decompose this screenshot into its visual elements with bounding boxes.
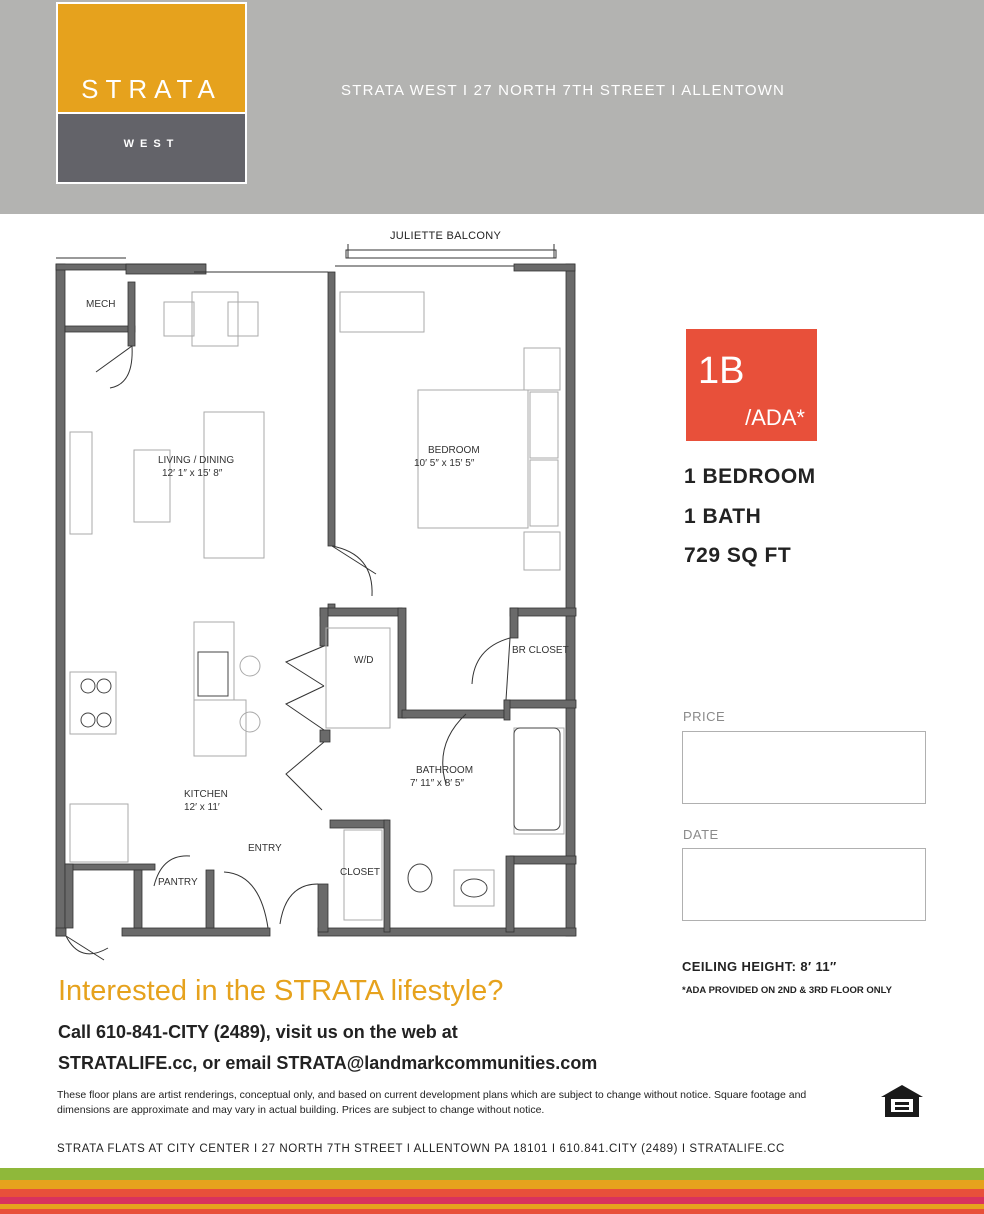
price-label: PRICE: [683, 709, 726, 724]
date-label: DATE: [683, 827, 719, 842]
room-dim-bathroom: 7′ 11″ x 8′ 5″: [410, 778, 465, 789]
disclaimer: These floor plans are artist renderings, conceptual only, and based on current development plans which are subject to change without notice. Square footage and dimensions are approximate and may vary in actual building. Prices are subject to change without notice.: [57, 1089, 807, 1116]
spec-bedrooms: 1 BEDROOM: [684, 465, 816, 488]
contact-line-2: STRATALIFE.cc, or email STRATA@landmarkcommunities.com: [58, 1053, 598, 1073]
stripe-4: [0, 1197, 984, 1204]
unit-variant: /ADA*: [745, 405, 805, 430]
room-dim-living: 12′ 1″ x 15′ 8″: [162, 468, 223, 479]
room-label-pantry: PANTRY: [158, 877, 198, 888]
room-dim-bedroom: 10′ 5″ x 15′ 5″: [414, 458, 475, 469]
room-label-wd: W/D: [354, 655, 374, 666]
equal-housing-opportunity-icon: [879, 1084, 925, 1118]
room-dim-kitchen: 12′ x 11′: [184, 802, 220, 813]
stripe-3: [0, 1189, 984, 1197]
ceiling-height: CEILING HEIGHT: 8′ 11″: [682, 959, 837, 974]
ada-note: *ADA PROVIDED ON 2ND & 3RD FLOOR ONLY: [682, 985, 892, 996]
room-label-kitchen: KITCHEN: [184, 789, 228, 800]
balcony-label: JULIETTE BALCONY: [390, 230, 502, 242]
stripe-2: [0, 1180, 984, 1189]
footer-address: STRATA FLATS AT CITY CENTER I 27 NORTH 7TH STREET I ALLENTOWN PA 18101 I 610.841.CITY (2489) I STRATALIFE.CC: [57, 1143, 785, 1155]
header-banner: [0, 0, 984, 214]
stripe-1: [0, 1168, 984, 1180]
color-stripes: [0, 1168, 984, 1214]
logo-subtitle: WEST: [123, 138, 180, 150]
spec-area: 729 SQ FT: [684, 544, 792, 567]
room-label-br-closet: BR CLOSET: [512, 645, 569, 656]
room-label-bedroom: BEDROOM: [428, 445, 480, 456]
date-field[interactable]: [682, 848, 926, 921]
spec-baths: 1 BATH: [684, 505, 762, 528]
header-address: STRATA WEST I 27 NORTH 7TH STREET I ALLENTOWN: [341, 82, 786, 99]
room-label-living: LIVING / DINING: [158, 455, 235, 466]
cta-headline: Interested in the STRATA lifestyle?: [58, 975, 504, 1007]
stripe-6: [0, 1209, 984, 1214]
floor-plan-drawing: [54, 244, 578, 964]
logo-wordmark: STRATA: [81, 74, 222, 104]
floor-plan: [54, 244, 578, 964]
unit-badge: [686, 329, 817, 441]
unit-code: 1B: [698, 350, 745, 392]
room-label-mech: MECH: [86, 299, 116, 310]
room-label-entry: ENTRY: [248, 843, 282, 854]
room-label-bathroom: BATHROOM: [416, 765, 474, 776]
room-label-closet: CLOSET: [340, 867, 381, 878]
strata-west-logo: [56, 2, 247, 184]
price-field[interactable]: [682, 731, 926, 804]
contact-line-1: Call 610-841-CITY (2489), visit us on the web at: [58, 1022, 458, 1042]
